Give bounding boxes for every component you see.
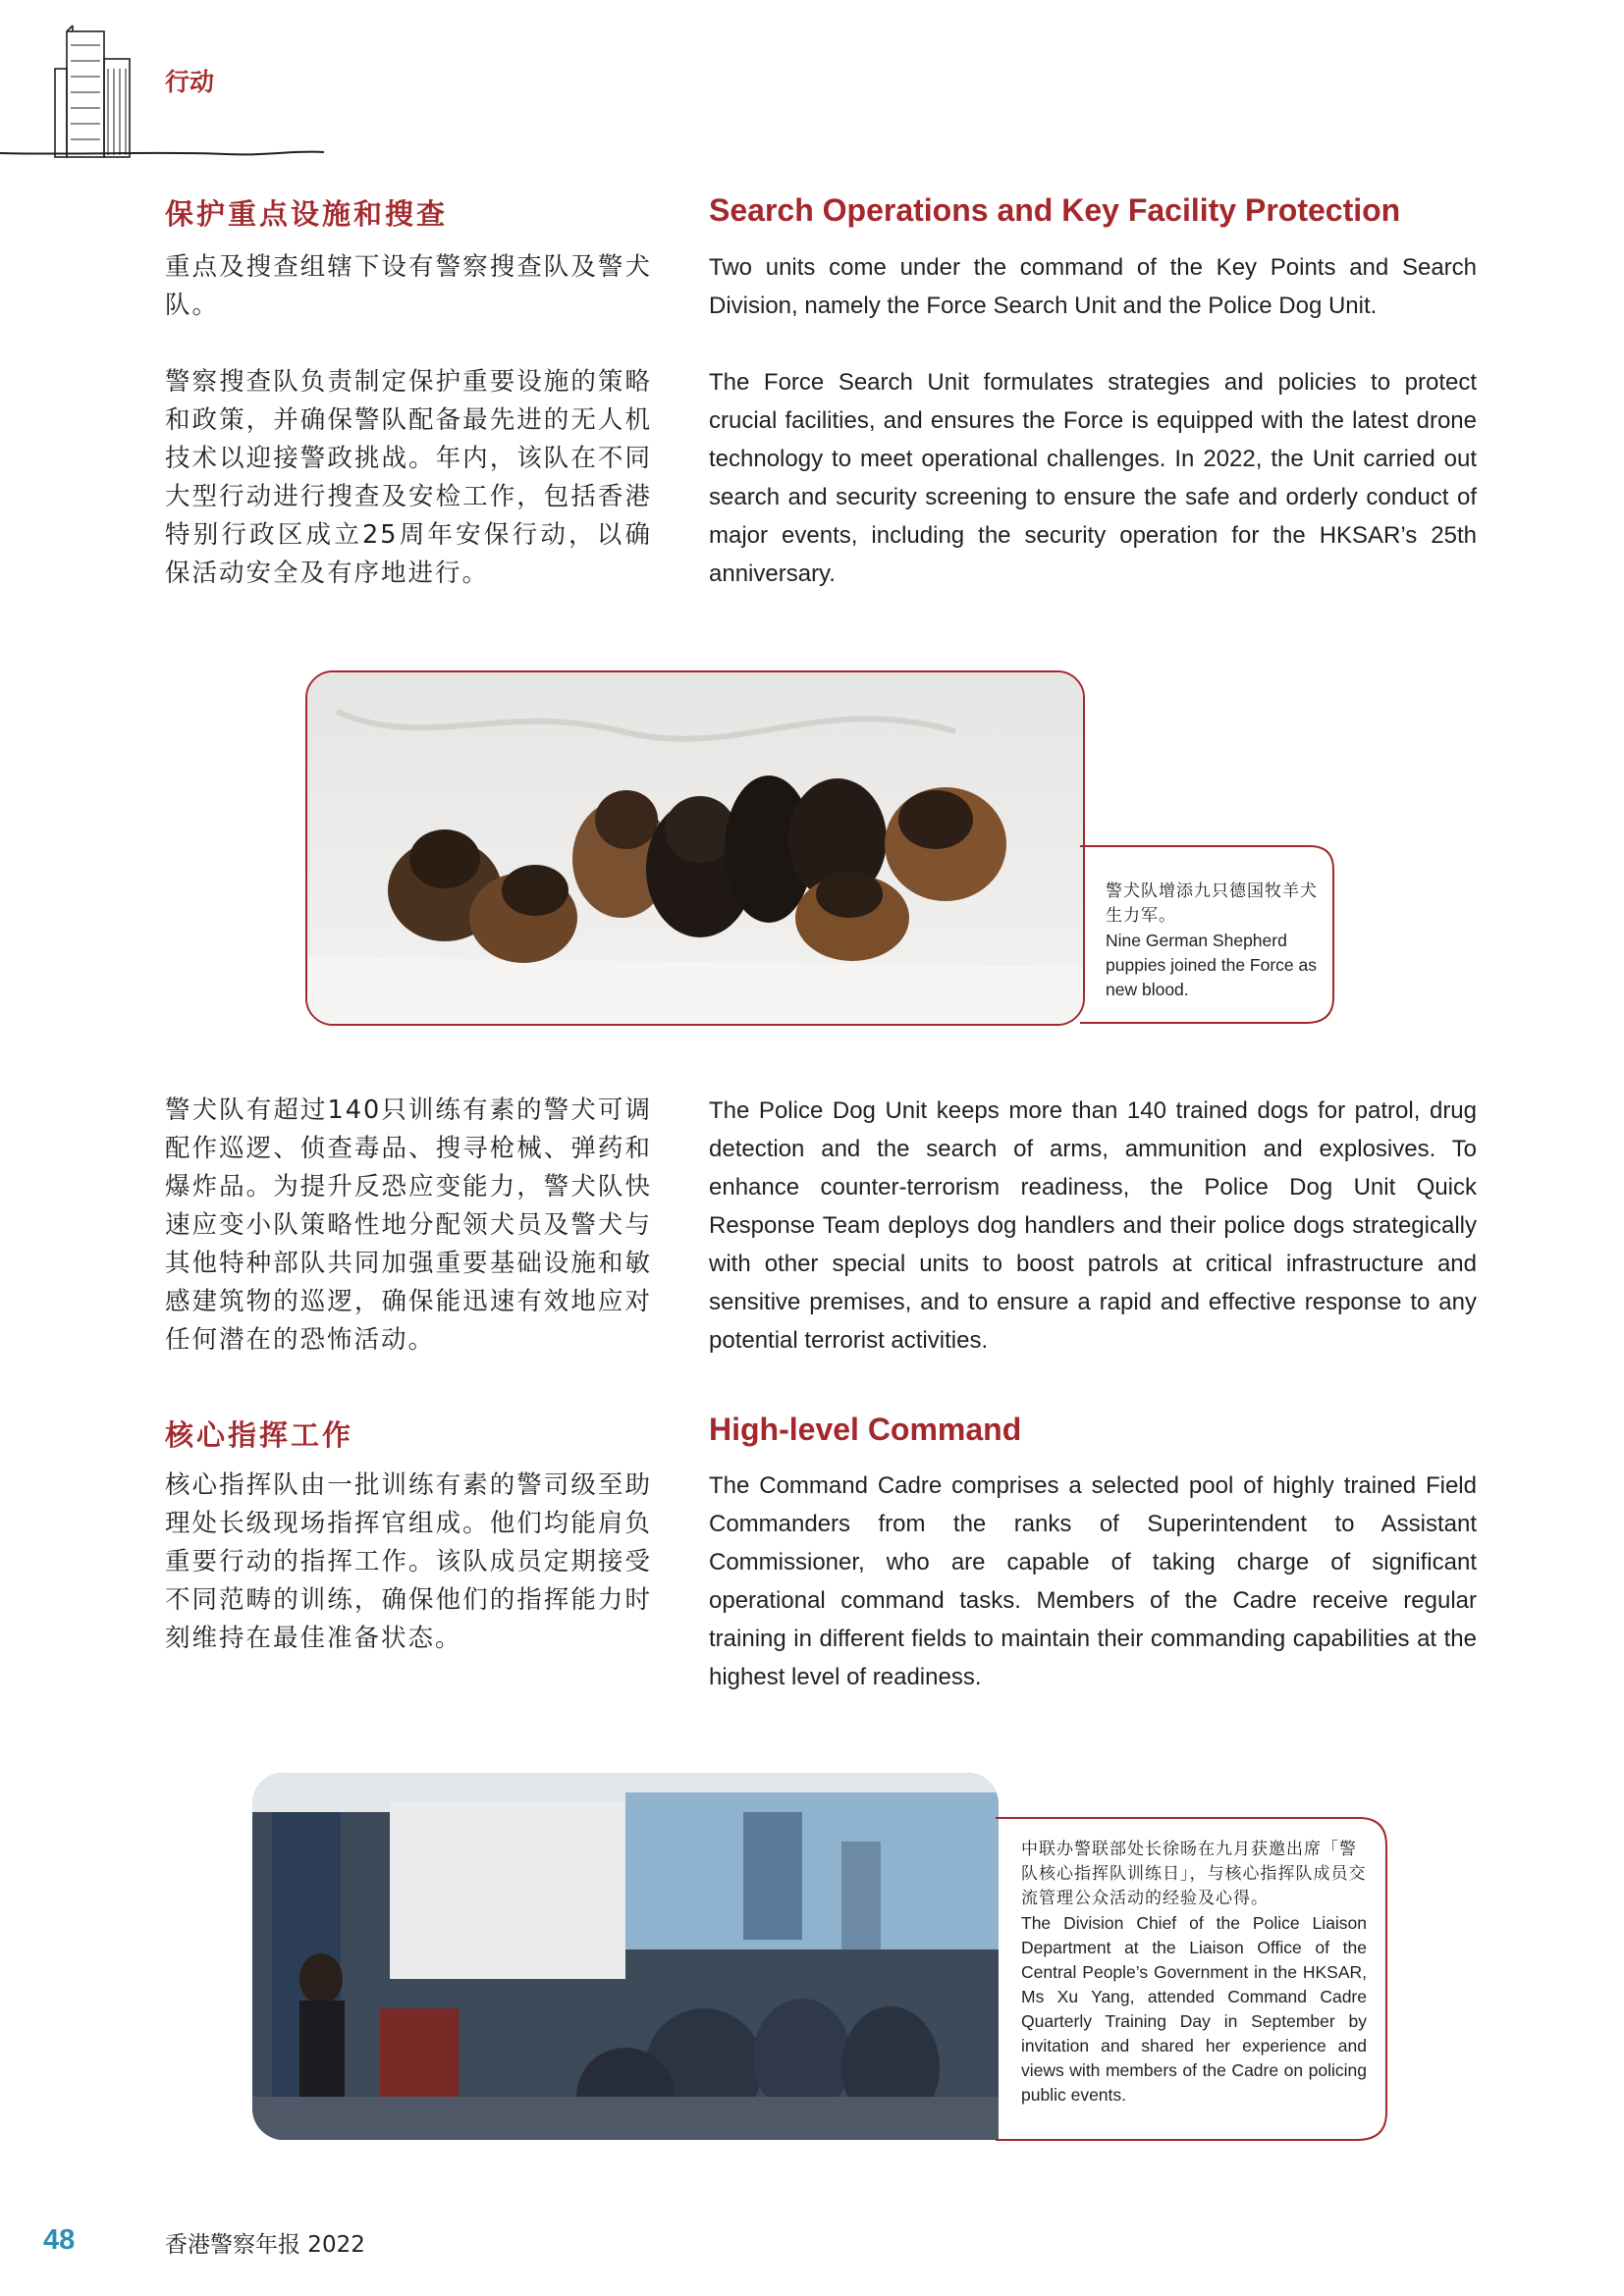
police-dog-para-cn: 警犬队有超过140只训练有素的警犬可调配作巡逻、侦查毒品、搜寻枪械、弹药和爆炸品。为提升反恐应变能力，警犬队快速应变小队策略性地分配领犬员及警犬与其他特种部队共同加强重要基础设施和敏感建筑物的巡逻，确保能迅速有效地应对任何潜在的恐怖活动。 xyxy=(165,1095,652,1355)
key-facility-para2-en: The Force Search Unit formulates strategies and policies to protect crucial facilities, and ensures the Force is equipped with the latest drone technology to meet operational challenges. In 2022, the Unit carried out search and security screening to ensure the safe and orderly conduct of major events, including the security operation for the HKSAR’s 25th anniversary. xyxy=(709,369,1477,587)
publication-title: 香港警察年报 2022 xyxy=(165,2232,365,2258)
key-facility-para1-cn: 重点及搜查组辖下设有警察搜查队及警犬队。 xyxy=(165,252,652,320)
puppies-caption-cn: 警犬队增添九只德国牧羊犬生力军。 xyxy=(1106,881,1318,926)
training-photo-frame xyxy=(252,1773,999,2140)
key-facility-para2-cn: 警察搜查队负责制定保护重要设施的策略和政策，并确保警队配备最先进的无人机技术以迎接警政挑战。年内，该队在不同大型行动进行搜查及安检工作，包括香港特别行政区成立25周年安保行动，以确保活动安全及有序地进行。 xyxy=(165,367,652,588)
training-caption-en: The Division Chief of the Police Liaison Department at the Liaison Office of the Central People’s Government in the HKSAR, Ms Xu Yang, attended Command Cadre Quarterly Training Day in September by invitation and shared her experience and views with members of the Cadre on policing public events. xyxy=(1021,1913,1367,2105)
command-para-en: The Command Cadre comprises a selected pool of highly trained Field Commanders from the ranks of Superintendent to Assistant Commissioner, who are capable of taking charge of significant operational command tasks. Members of the Cadre receive regular training in different fields to maintain their commanding capabilities at the highest level of readiness. xyxy=(709,1472,1477,1690)
puppies-photo-frame xyxy=(305,670,1085,1026)
police-dog-para-en: The Police Dog Unit keeps more than 140 trained dogs for patrol, drug detection and the search of arms, ammunition and explosives. To enhance counter-terrorism readiness, the Police Dog Unit Quick Response Team deploys dog handlers and their police dogs strategically with other special units to boost patrols at critical infrastructure and sensitive premises, and to ensure a rapid and effective response to any potential terrorist activities. xyxy=(709,1097,1477,1354)
puppies-caption-en: Nine German Shepherd puppies joined the Force as new blood. xyxy=(1106,931,1317,999)
command-para-cn: 核心指挥队由一批训练有素的警司级至助理处长级现场指挥官组成。他们均能肩负重要行动的指挥工作。该队成员定期接受不同范畴的训练，确保他们的指挥能力时刻维持在最佳准备状态。 xyxy=(165,1470,652,1653)
heading-key-facility-en: Search Operations and Key Facility Protection xyxy=(709,192,1401,228)
heading-command-cn: 核心指挥工作 xyxy=(165,1418,354,1452)
puppies-photo xyxy=(307,672,1083,1024)
section-label: 行动 xyxy=(165,68,215,96)
puppies-caption-border xyxy=(1070,840,1345,1027)
heading-command-en: High-level Command xyxy=(709,1412,1022,1447)
training-caption-cn: 中联办警联部处长徐旸在九月获邀出席「警队核心指挥队训练日」，与核心指挥队成员交流管理公众活动的经验及心得。 xyxy=(1021,1840,1367,1908)
training-caption-border xyxy=(992,1812,1394,2146)
page-number: 48 xyxy=(43,2224,76,2256)
heading-key-facility-cn: 保护重点设施和搜查 xyxy=(165,197,449,231)
key-facility-para1-en: Two units come under the command of the Key Points and Search Division, namely the Force Search Unit and the Police Dog Unit. xyxy=(709,254,1477,319)
training-day-photo xyxy=(252,1773,999,2140)
